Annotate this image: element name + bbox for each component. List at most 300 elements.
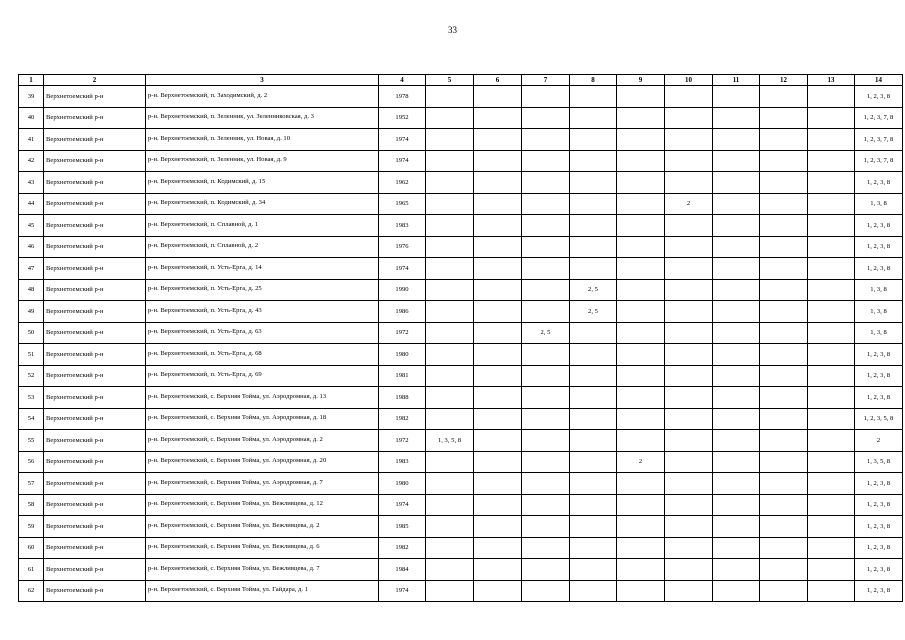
table-row: [19, 107, 903, 129]
row-number: 49: [19, 301, 44, 323]
row-number: 58: [19, 494, 44, 516]
address-cell: р-н. Верхнетоемский, с. Верхняя Тойма, ул. Аэродромная, д. 2: [146, 430, 379, 452]
col7-cell: [522, 580, 570, 602]
col6-cell: [474, 537, 522, 559]
address-cell: р-н. Верхнетоемский, п. Усть-Ерга, д. 69: [146, 365, 379, 387]
col7-cell: [522, 301, 570, 323]
col10-cell: [665, 301, 713, 323]
col7-cell: [522, 408, 570, 430]
address-cell: р-н. Верхнетоемский, с. Верхняя Тойма, ул. Вежливцева, д. 7: [146, 559, 379, 581]
col13-cell: [808, 408, 855, 430]
col8-cell: [570, 322, 617, 344]
table-row: [19, 473, 903, 495]
col12-cell: [760, 344, 808, 366]
col7-cell: [522, 215, 570, 237]
row-number: 47: [19, 258, 44, 280]
address-cell: р-н. Верхнетоемский, п. Сплавной, д. 2: [146, 236, 379, 258]
column-header: 13: [808, 75, 855, 86]
col9-cell: [617, 279, 665, 301]
col8-cell: [570, 172, 617, 194]
col12-cell: [760, 322, 808, 344]
col5-cell: [426, 516, 474, 538]
address-cell: р-н. Верхнетоемский, п. Усть-Ерга, д. 25: [146, 279, 379, 301]
year-cell: 1980: [379, 473, 426, 495]
col14-cell: 1, 2, 3, 8: [855, 172, 903, 194]
col10-cell: [665, 322, 713, 344]
col9-cell: [617, 365, 665, 387]
col9-cell: [617, 537, 665, 559]
table-row: [19, 580, 903, 602]
col12-cell: [760, 516, 808, 538]
year-cell: 1974: [379, 258, 426, 280]
address-cell: р-н. Верхнетоемский, с. Верхняя Тойма, ул. Вежливцева, д. 2: [146, 516, 379, 538]
district-cell: Верхнетоемский р-н: [44, 580, 146, 602]
col5-cell: [426, 494, 474, 516]
col12-cell: [760, 580, 808, 602]
col9-cell: [617, 129, 665, 151]
district-cell: Верхнетоемский р-н: [44, 408, 146, 430]
col5-cell: [426, 86, 474, 108]
col11-cell: [713, 387, 760, 409]
col14-cell: 1, 2, 3, 8: [855, 236, 903, 258]
col9-cell: [617, 516, 665, 538]
district-cell: Верхнетоемский р-н: [44, 559, 146, 581]
col7-cell: [522, 258, 570, 280]
row-number: 44: [19, 193, 44, 215]
col11-cell: [713, 559, 760, 581]
col13-cell: [808, 430, 855, 452]
col8-cell: [570, 516, 617, 538]
col12-cell: [760, 150, 808, 172]
year-cell: 1972: [379, 430, 426, 452]
col10-cell: [665, 387, 713, 409]
col14-cell: 1, 2, 3, 8: [855, 494, 903, 516]
col5-cell: [426, 193, 474, 215]
col5-cell: [426, 107, 474, 129]
col9-cell: [617, 258, 665, 280]
row-number: 55: [19, 430, 44, 452]
col6-cell: [474, 150, 522, 172]
year-cell: 1988: [379, 387, 426, 409]
col6-cell: [474, 344, 522, 366]
col6-cell: [474, 387, 522, 409]
col10-cell: [665, 365, 713, 387]
col10-cell: 2: [665, 193, 713, 215]
col5-cell: [426, 365, 474, 387]
row-number: 39: [19, 86, 44, 108]
col9-cell: [617, 473, 665, 495]
col9-cell: [617, 86, 665, 108]
col13-cell: [808, 150, 855, 172]
col5-cell: [426, 451, 474, 473]
table-row: [19, 150, 903, 172]
col8-cell: [570, 451, 617, 473]
district-cell: Верхнетоемский р-н: [44, 430, 146, 452]
table-header-row: [19, 75, 903, 86]
year-cell: 1978: [379, 86, 426, 108]
column-header: 7: [522, 75, 570, 86]
col8-cell: [570, 344, 617, 366]
address-cell: р-н. Верхнетоемский, с. Верхняя Тойма, ул. Аэродромная, д. 20: [146, 451, 379, 473]
address-cell: р-н. Верхнетоемский, п. Усть-Ерга, д. 14: [146, 258, 379, 280]
district-cell: Верхнетоемский р-н: [44, 537, 146, 559]
col14-cell: 1, 2, 3, 8: [855, 516, 903, 538]
district-cell: Верхнетоемский р-н: [44, 86, 146, 108]
col10-cell: [665, 344, 713, 366]
col11-cell: [713, 516, 760, 538]
table-row: [19, 129, 903, 151]
col11-cell: [713, 279, 760, 301]
col10-cell: [665, 580, 713, 602]
district-cell: Верхнетоемский р-н: [44, 193, 146, 215]
col10-cell: [665, 408, 713, 430]
col10-cell: [665, 516, 713, 538]
col12-cell: [760, 387, 808, 409]
col9-cell: [617, 172, 665, 194]
col9-cell: [617, 559, 665, 581]
col12-cell: [760, 172, 808, 194]
col5-cell: [426, 537, 474, 559]
col9-cell: [617, 344, 665, 366]
address-cell: р-н. Верхнетоемский, п. Кодимский, д. 15: [146, 172, 379, 194]
district-cell: Верхнетоемский р-н: [44, 387, 146, 409]
col14-cell: 1, 2, 3, 8: [855, 580, 903, 602]
column-header: 6: [474, 75, 522, 86]
col7-cell: [522, 537, 570, 559]
col13-cell: [808, 258, 855, 280]
address-cell: р-н. Верхнетоемский, с. Верхняя Тойма, ул. Аэродромная, д. 7: [146, 473, 379, 495]
district-cell: Верхнетоемский р-н: [44, 516, 146, 538]
col13-cell: [808, 580, 855, 602]
address-cell: р-н. Верхнетоемский, п. Усть-Ерга, д. 68: [146, 344, 379, 366]
col6-cell: [474, 473, 522, 495]
table-row: [19, 193, 903, 215]
col12-cell: [760, 236, 808, 258]
table-row: [19, 537, 903, 559]
district-cell: Верхнетоемский р-н: [44, 258, 146, 280]
col8-cell: [570, 494, 617, 516]
col10-cell: [665, 451, 713, 473]
col10-cell: [665, 537, 713, 559]
col14-cell: 1, 2, 3, 8: [855, 344, 903, 366]
col12-cell: [760, 494, 808, 516]
col7-cell: [522, 193, 570, 215]
address-cell: р-н. Верхнетоемский, с. Верхняя Тойма, ул. Вежливцева, д. 12: [146, 494, 379, 516]
col14-cell: 1, 2, 3, 7, 8: [855, 129, 903, 151]
col10-cell: [665, 107, 713, 129]
col11-cell: [713, 258, 760, 280]
table-row: [19, 236, 903, 258]
col11-cell: [713, 365, 760, 387]
address-cell: р-н. Верхнетоемский, с. Верхняя Тойма, ул. Гайдара, д. 1: [146, 580, 379, 602]
col6-cell: [474, 451, 522, 473]
row-number: 48: [19, 279, 44, 301]
col13-cell: [808, 494, 855, 516]
col6-cell: [474, 559, 522, 581]
col8-cell: [570, 150, 617, 172]
col13-cell: [808, 236, 855, 258]
row-number: 41: [19, 129, 44, 151]
col10-cell: [665, 430, 713, 452]
col7-cell: [522, 473, 570, 495]
col12-cell: [760, 408, 808, 430]
table-row: [19, 86, 903, 108]
col7-cell: [522, 494, 570, 516]
district-cell: Верхнетоемский р-н: [44, 301, 146, 323]
col13-cell: [808, 279, 855, 301]
col12-cell: [760, 537, 808, 559]
col11-cell: [713, 408, 760, 430]
col6-cell: [474, 193, 522, 215]
year-cell: 1952: [379, 107, 426, 129]
col12-cell: [760, 451, 808, 473]
col9-cell: [617, 408, 665, 430]
table-row: [19, 387, 903, 409]
col7-cell: [522, 451, 570, 473]
col5-cell: [426, 344, 474, 366]
col13-cell: [808, 322, 855, 344]
year-cell: 1983: [379, 215, 426, 237]
col9-cell: 2: [617, 451, 665, 473]
col8-cell: [570, 430, 617, 452]
col14-cell: 1, 2, 3, 8: [855, 473, 903, 495]
district-cell: Верхнетоемский р-н: [44, 150, 146, 172]
address-cell: р-н. Верхнетоемский, п. Зеленник, ул. Новая, д. 10: [146, 129, 379, 151]
col7-cell: [522, 236, 570, 258]
col5-cell: [426, 279, 474, 301]
col7-cell: [522, 365, 570, 387]
col12-cell: [760, 279, 808, 301]
col11-cell: [713, 129, 760, 151]
column-header: 1: [19, 75, 44, 86]
col5-cell: [426, 172, 474, 194]
row-number: 45: [19, 215, 44, 237]
col7-cell: [522, 107, 570, 129]
col12-cell: [760, 193, 808, 215]
col14-cell: 1, 3, 8: [855, 301, 903, 323]
col11-cell: [713, 107, 760, 129]
col10-cell: [665, 86, 713, 108]
col8-cell: [570, 215, 617, 237]
district-cell: Верхнетоемский р-н: [44, 107, 146, 129]
col8-cell: [570, 580, 617, 602]
row-number: 56: [19, 451, 44, 473]
col13-cell: [808, 559, 855, 581]
col11-cell: [713, 193, 760, 215]
col13-cell: [808, 516, 855, 538]
district-cell: Верхнетоемский р-н: [44, 494, 146, 516]
column-header: 12: [760, 75, 808, 86]
col12-cell: [760, 215, 808, 237]
col10-cell: [665, 236, 713, 258]
col6-cell: [474, 236, 522, 258]
col5-cell: [426, 322, 474, 344]
col7-cell: [522, 430, 570, 452]
col11-cell: [713, 215, 760, 237]
col12-cell: [760, 107, 808, 129]
column-header: 3: [146, 75, 379, 86]
col8-cell: [570, 193, 617, 215]
col10-cell: [665, 215, 713, 237]
address-cell: р-н. Верхнетоемский, с. Верхняя Тойма, ул. Аэродромная, д. 13: [146, 387, 379, 409]
year-cell: 1982: [379, 537, 426, 559]
col14-cell: 1, 3, 8: [855, 279, 903, 301]
table-row: [19, 301, 903, 323]
row-number: 59: [19, 516, 44, 538]
col14-cell: 1, 2, 3, 8: [855, 559, 903, 581]
col9-cell: [617, 236, 665, 258]
table-row: [19, 172, 903, 194]
col6-cell: [474, 580, 522, 602]
col7-cell: [522, 129, 570, 151]
year-cell: 1984: [379, 559, 426, 581]
year-cell: 1974: [379, 129, 426, 151]
col11-cell: [713, 537, 760, 559]
col12-cell: [760, 301, 808, 323]
col6-cell: [474, 365, 522, 387]
col13-cell: [808, 365, 855, 387]
col12-cell: [760, 86, 808, 108]
col11-cell: [713, 322, 760, 344]
col9-cell: [617, 301, 665, 323]
col10-cell: [665, 150, 713, 172]
column-header: 11: [713, 75, 760, 86]
col12-cell: [760, 129, 808, 151]
address-cell: р-н. Верхнетоемский, с. Верхняя Тойма, ул. Аэродромная, д. 18: [146, 408, 379, 430]
address-cell: р-н. Верхнетоемский, п. Зеленник, ул. Новая, д. 9: [146, 150, 379, 172]
table-row: [19, 516, 903, 538]
table-row: [19, 494, 903, 516]
district-cell: Верхнетоемский р-н: [44, 236, 146, 258]
col5-cell: [426, 559, 474, 581]
col7-cell: [522, 279, 570, 301]
address-cell: р-н. Верхнетоемский, п. Сплавной, д. 1: [146, 215, 379, 237]
col14-cell: 1, 2, 3, 8: [855, 258, 903, 280]
col7-cell: [522, 150, 570, 172]
col10-cell: [665, 494, 713, 516]
row-number: 40: [19, 107, 44, 129]
table-row: [19, 559, 903, 581]
address-cell: р-н. Верхнетоемский, п. Зеленник, ул. Зеленниковская, д. 3: [146, 107, 379, 129]
col9-cell: [617, 387, 665, 409]
address-cell: р-н. Верхнетоемский, п. Заходимский, д. 2: [146, 86, 379, 108]
year-cell: 1972: [379, 322, 426, 344]
col12-cell: [760, 258, 808, 280]
row-number: 60: [19, 537, 44, 559]
row-number: 51: [19, 344, 44, 366]
district-cell: Верхнетоемский р-н: [44, 344, 146, 366]
col8-cell: 2, 5: [570, 301, 617, 323]
col6-cell: [474, 107, 522, 129]
col11-cell: [713, 494, 760, 516]
year-cell: 1974: [379, 494, 426, 516]
year-cell: 1976: [379, 236, 426, 258]
col5-cell: [426, 236, 474, 258]
col6-cell: [474, 322, 522, 344]
col8-cell: [570, 473, 617, 495]
col9-cell: [617, 494, 665, 516]
district-cell: Верхнетоемский р-н: [44, 473, 146, 495]
column-header: 5: [426, 75, 474, 86]
col14-cell: 1, 3, 8: [855, 193, 903, 215]
col5-cell: [426, 301, 474, 323]
district-cell: Верхнетоемский р-н: [44, 322, 146, 344]
col8-cell: [570, 236, 617, 258]
column-header: 8: [570, 75, 617, 86]
col11-cell: [713, 473, 760, 495]
district-cell: Верхнетоемский р-н: [44, 215, 146, 237]
col11-cell: [713, 430, 760, 452]
row-number: 42: [19, 150, 44, 172]
col5-cell: [426, 580, 474, 602]
year-cell: 1981: [379, 365, 426, 387]
col7-cell: [522, 86, 570, 108]
year-cell: 1980: [379, 344, 426, 366]
col5-cell: [426, 473, 474, 495]
table-row: [19, 344, 903, 366]
table-row: [19, 408, 903, 430]
col6-cell: [474, 430, 522, 452]
col7-cell: 2, 5: [522, 322, 570, 344]
col5-cell: [426, 215, 474, 237]
col6-cell: [474, 408, 522, 430]
col8-cell: [570, 258, 617, 280]
col14-cell: 1, 2, 3, 5, 8: [855, 408, 903, 430]
col5-cell: [426, 387, 474, 409]
col5-cell: [426, 408, 474, 430]
col12-cell: [760, 559, 808, 581]
col9-cell: [617, 580, 665, 602]
table-row: [19, 258, 903, 280]
col8-cell: [570, 559, 617, 581]
address-cell: р-н. Верхнетоемский, с. Верхняя Тойма, ул. Вежливцева, д. 6: [146, 537, 379, 559]
col11-cell: [713, 451, 760, 473]
row-number: 46: [19, 236, 44, 258]
district-cell: Верхнетоемский р-н: [44, 129, 146, 151]
row-number: 62: [19, 580, 44, 602]
col6-cell: [474, 86, 522, 108]
col7-cell: [522, 172, 570, 194]
col11-cell: [713, 86, 760, 108]
year-cell: 1990: [379, 279, 426, 301]
col7-cell: [522, 387, 570, 409]
col14-cell: 1, 2, 3, 8: [855, 365, 903, 387]
district-cell: Верхнетоемский р-н: [44, 279, 146, 301]
col6-cell: [474, 301, 522, 323]
col14-cell: 1, 2, 3, 8: [855, 215, 903, 237]
year-cell: 1982: [379, 408, 426, 430]
col13-cell: [808, 301, 855, 323]
col8-cell: [570, 387, 617, 409]
col6-cell: [474, 279, 522, 301]
row-number: 61: [19, 559, 44, 581]
col11-cell: [713, 150, 760, 172]
address-cell: р-н. Верхнетоемский, п. Кодимский, д. 34: [146, 193, 379, 215]
col6-cell: [474, 172, 522, 194]
col11-cell: [713, 301, 760, 323]
col7-cell: [522, 516, 570, 538]
col14-cell: 1, 3, 5, 8: [855, 451, 903, 473]
row-number: 52: [19, 365, 44, 387]
col12-cell: [760, 473, 808, 495]
year-cell: 1986: [379, 301, 426, 323]
col14-cell: 1, 2, 3, 8: [855, 387, 903, 409]
col13-cell: [808, 193, 855, 215]
col9-cell: [617, 107, 665, 129]
col14-cell: 1, 2, 3, 7, 8: [855, 107, 903, 129]
col5-cell: [426, 129, 474, 151]
year-cell: 1962: [379, 172, 426, 194]
